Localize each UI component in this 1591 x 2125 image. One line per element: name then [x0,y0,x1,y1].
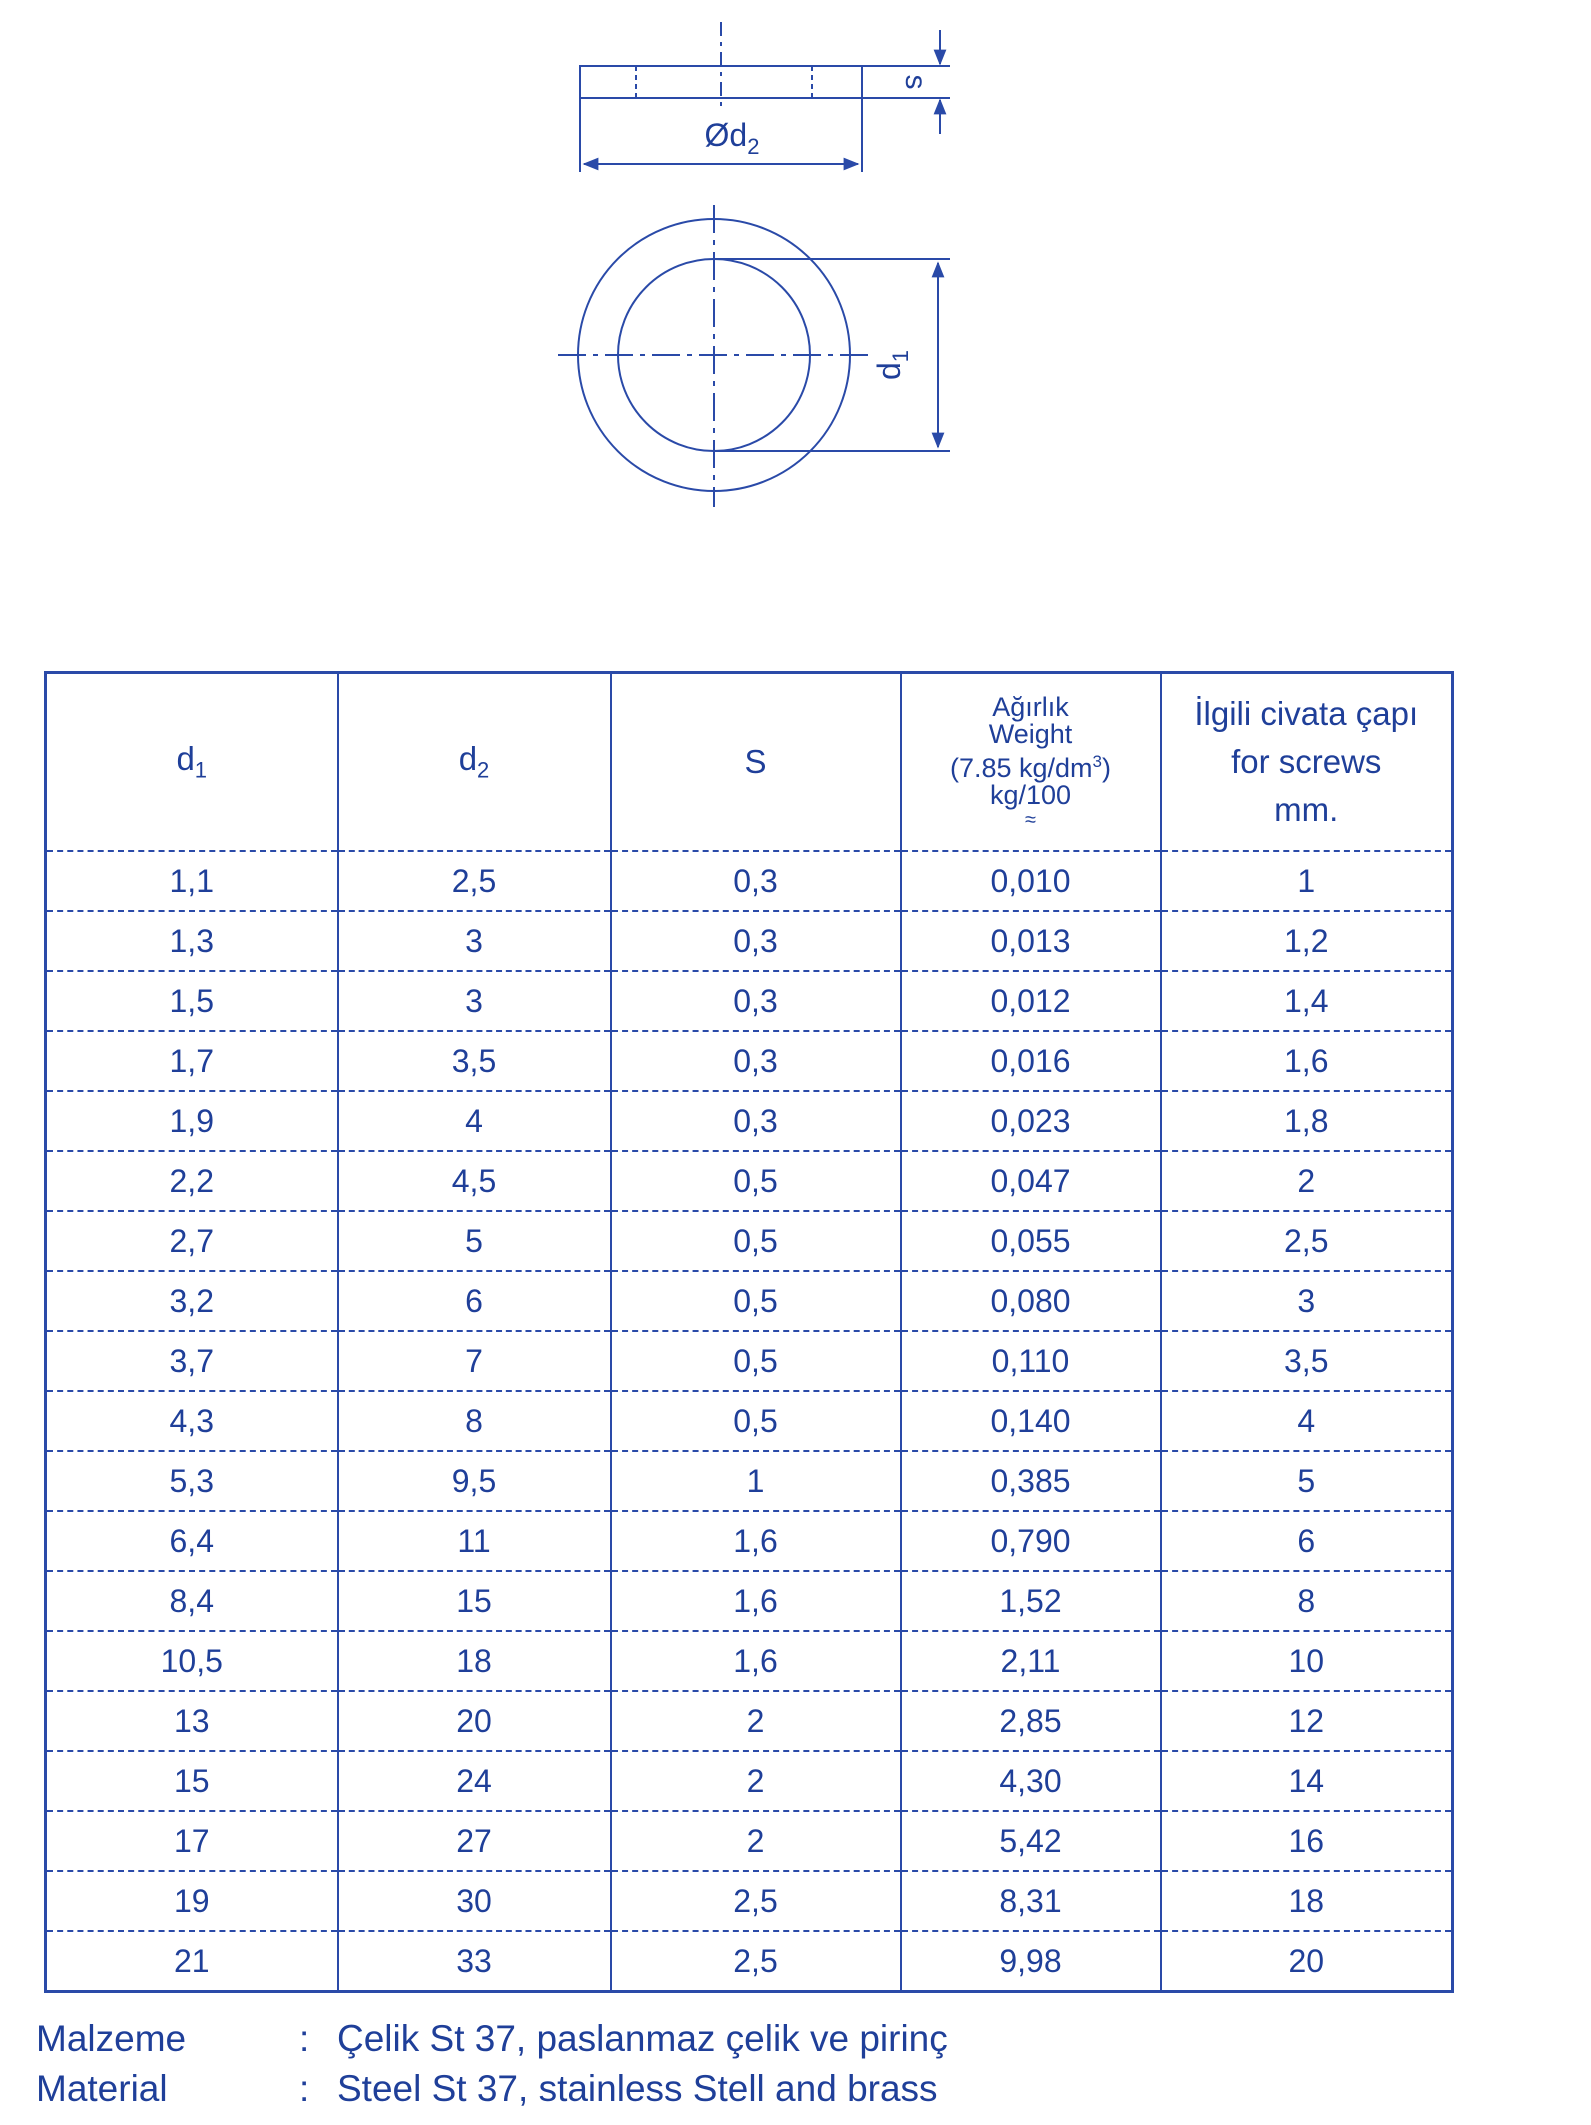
cell-screw: 4 [1161,1391,1453,1451]
cell-s: 0,5 [611,1331,901,1391]
cell-d1: 8,4 [46,1571,338,1631]
header-screw-en: for screws [1231,743,1382,780]
cell-s: 1,6 [611,1631,901,1691]
cell-d2: 7 [338,1331,611,1391]
cell-d2: 6 [338,1271,611,1331]
cell-d1: 3,2 [46,1271,338,1331]
table-row [46,1391,1453,1451]
table-row [46,1271,1453,1331]
table-row [46,1751,1453,1811]
header-d1-main: d [176,740,195,778]
cell-d1: 15 [46,1751,338,1811]
cell-s: 0,5 [611,1391,901,1451]
thickness-label: s [899,74,932,90]
inner-diameter-label: $d_1$ [871,349,913,381]
cell-screw: 1,8 [1161,1091,1453,1151]
cell-d1: 2,7 [46,1211,338,1271]
cell-weight: 0,790 [901,1511,1161,1571]
washer-spec-table [44,671,1454,1993]
table-row [46,1031,1453,1091]
cell-screw: 12 [1161,1691,1453,1751]
cell-d2: 4,5 [338,1151,611,1211]
cell-d1: 3,7 [46,1331,338,1391]
cell-weight: 0,080 [901,1271,1161,1331]
header-weight-density: (7.85 $kg/dm^3$) [949,751,1112,783]
cell-weight: 2,85 [901,1691,1161,1751]
header-screw [1161,673,1453,852]
cell-d2: 3 [338,971,611,1031]
material-separator-en: : [299,2068,310,2109]
cell-screw: 16 [1161,1811,1453,1871]
cell-d1: 5,3 [46,1451,338,1511]
cell-weight: 0,385 [901,1451,1161,1511]
cell-s: 2 [611,1691,901,1751]
material-value-tr: Çelik St 37, paslanmaz çelik ve pirinç [337,2018,948,2059]
header-s [611,673,901,852]
cell-d2: 33 [338,1931,611,1992]
cell-weight: 5,42 [901,1811,1161,1871]
cell-weight: 0,047 [901,1151,1161,1211]
cell-d2: 3 [338,911,611,971]
cell-screw: 6 [1161,1511,1453,1571]
cell-s: 0,3 [611,1091,901,1151]
header-weight-tr: Ağırlık [992,691,1069,722]
cell-weight: 4,30 [901,1751,1161,1811]
header-screw-tr: İlgili civata çapı [1194,695,1419,732]
cell-d1: 10,5 [46,1631,338,1691]
cell-d2: 30 [338,1871,611,1931]
cell-screw: 1,2 [1161,911,1453,971]
cell-s: 0,3 [611,911,901,971]
table-row [46,851,1453,911]
header-d1 [46,673,338,852]
cell-d2: 20 [338,1691,611,1751]
cell-screw: 1 [1161,851,1453,911]
cell-d2: 2,5 [338,851,611,911]
washer-side-view [580,22,950,172]
cell-s: 1 [611,1451,901,1511]
outer-diameter-label: $Ød_2$ [704,117,760,159]
cell-d1: 6,4 [46,1511,338,1571]
header-s-label: S [744,743,767,780]
cell-s: 2 [611,1811,901,1871]
washer-drawing [0,0,1591,640]
cell-weight: 0,140 [901,1391,1161,1451]
header-d2-main: d [458,740,478,778]
table-row [46,1571,1453,1631]
cell-s: 0,5 [611,1211,901,1271]
cell-screw: 8 [1161,1571,1453,1631]
material-row-tr [36,2014,1136,2064]
table-header-row [46,673,1453,852]
table-row [46,1691,1453,1751]
cell-d1: 4,3 [46,1391,338,1451]
cell-weight: 9,98 [901,1931,1161,1992]
cell-d1: 1,5 [46,971,338,1031]
table-row [46,1331,1453,1391]
header-screw-unit: mm. [1274,791,1339,828]
header-weight-approx: ≈ [1025,808,1036,831]
cell-s: 2,5 [611,1931,901,1992]
table-row [46,971,1453,1031]
cell-d2: 11 [338,1511,611,1571]
cell-d1: 1,1 [46,851,338,911]
cell-screw: 5 [1161,1451,1453,1511]
cell-screw: 3,5 [1161,1331,1453,1391]
cell-weight: 0,016 [901,1031,1161,1091]
material-separator-tr: : [299,2018,310,2059]
cell-d2: 24 [338,1751,611,1811]
table-row [46,1091,1453,1151]
cell-d1: 1,9 [46,1091,338,1151]
cell-d2: 15 [338,1571,611,1631]
cell-d1: 1,7 [46,1031,338,1091]
cell-s: 1,6 [611,1571,901,1631]
cell-s: 0,5 [611,1271,901,1331]
cell-s: 2,5 [611,1871,901,1931]
cell-d1: 19 [46,1871,338,1931]
cell-d2: 5 [338,1211,611,1271]
cell-s: 0,3 [611,971,901,1031]
cell-weight: 2,11 [901,1631,1161,1691]
table-body [46,851,1453,1992]
cell-d1: 13 [46,1691,338,1751]
cell-screw: 20 [1161,1931,1453,1992]
cell-screw: 14 [1161,1751,1453,1811]
cell-d2: 8 [338,1391,611,1451]
cell-s: 1,6 [611,1511,901,1571]
cell-d2: 3,5 [338,1031,611,1091]
header-weight-en: Weight [988,718,1073,749]
table-row [46,1211,1453,1271]
cell-s: 0,3 [611,851,901,911]
cell-d1: 21 [46,1931,338,1992]
cell-weight: 0,110 [901,1331,1161,1391]
header-weight-unit: kg/100 [989,779,1072,810]
material-value-en: Steel St 37, stainless Stell and brass [337,2068,938,2109]
cell-d1: 2,2 [46,1151,338,1211]
cell-s: 0,3 [611,1031,901,1091]
cell-weight: 0,012 [901,971,1161,1031]
cell-screw: 3 [1161,1271,1453,1331]
material-label-en: Material [36,2068,168,2109]
material-row-en [36,2064,1136,2114]
washer-spec-table-wrapper [44,671,1451,1993]
cell-weight: 0,010 [901,851,1161,911]
table-row [46,1511,1453,1571]
cell-s: 0,5 [611,1151,901,1211]
table-row [46,1451,1453,1511]
cell-screw: 2,5 [1161,1211,1453,1271]
header-d2-sub: 2 [477,757,490,783]
cell-weight: 0,055 [901,1211,1161,1271]
table-row [46,911,1453,971]
cell-d1: 17 [46,1811,338,1871]
header-d1-sub: 1 [194,757,208,783]
material-label-tr: Malzeme [36,2018,187,2059]
table-row [46,1871,1453,1931]
cell-d2: 9,5 [338,1451,611,1511]
cell-weight: 0,013 [901,911,1161,971]
header-d2 [338,673,611,852]
cell-screw: 18 [1161,1871,1453,1931]
table-row [46,1811,1453,1871]
cell-weight: 8,31 [901,1871,1161,1931]
table-row [46,1931,1453,1992]
cell-d1: 1,3 [46,911,338,971]
header-weight [901,673,1161,852]
table-row [46,1631,1453,1691]
cell-weight: 1,52 [901,1571,1161,1631]
table-row [46,1151,1453,1211]
cell-s: 2 [611,1751,901,1811]
cell-d2: 18 [338,1631,611,1691]
cell-weight: 0,023 [901,1091,1161,1151]
cell-d2: 27 [338,1811,611,1871]
cell-screw: 2 [1161,1151,1453,1211]
cell-screw: 1,4 [1161,971,1453,1031]
cell-screw: 1,6 [1161,1031,1453,1091]
cell-d2: 4 [338,1091,611,1151]
cell-screw: 10 [1161,1631,1453,1691]
material-note [36,2014,1136,2114]
